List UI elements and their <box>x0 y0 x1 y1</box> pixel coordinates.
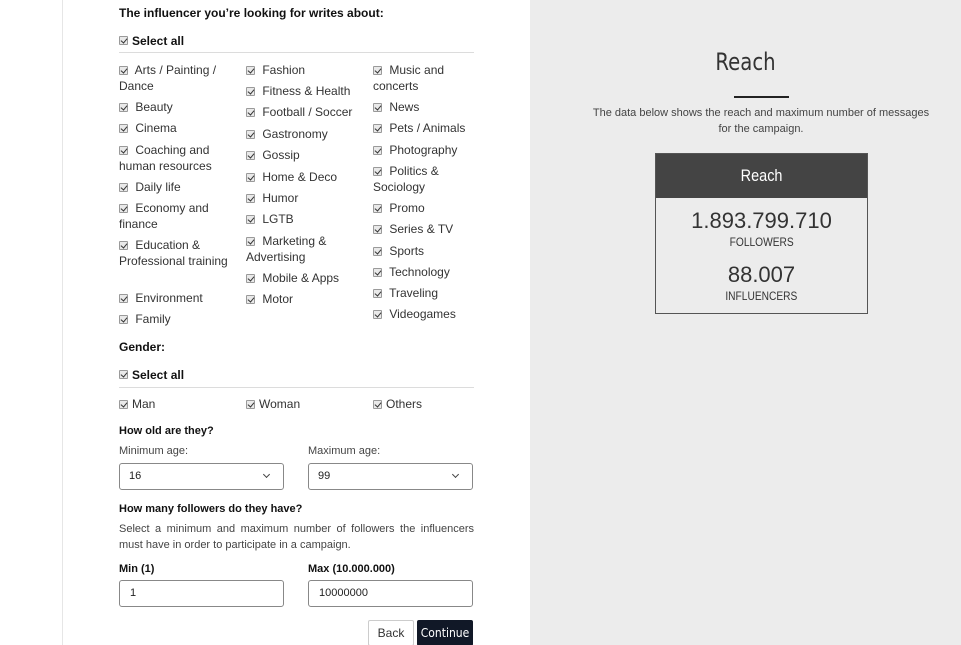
followers-count: 1.893.799.710 <box>691 208 832 233</box>
category-coaching[interactable]: Coaching and human resources <box>119 143 212 173</box>
panel-divider <box>62 0 63 645</box>
reach-title: Reach <box>715 48 776 76</box>
checkbox-checked-icon[interactable] <box>246 215 255 224</box>
followers-title: How many followers do they have? <box>119 503 303 515</box>
category-gossip[interactable]: Gossip <box>246 147 361 163</box>
checkbox-checked-icon[interactable] <box>246 400 255 409</box>
checkbox-checked-icon[interactable] <box>119 124 128 133</box>
checkbox-checked-icon[interactable] <box>246 130 255 139</box>
max-age-select[interactable]: 99 <box>308 463 473 490</box>
checkbox-checked-icon[interactable] <box>373 268 382 277</box>
gender-select-all[interactable]: Select all <box>119 367 184 383</box>
checkbox-checked-icon[interactable] <box>119 315 128 324</box>
checkbox-checked-icon[interactable] <box>246 274 255 283</box>
checkbox-checked-icon[interactable] <box>246 151 255 160</box>
category-environment[interactable]: Environment <box>119 290 234 306</box>
checkbox-checked-icon[interactable] <box>119 146 128 155</box>
category-marketing[interactable]: Marketing & Advertising <box>246 234 327 264</box>
influencers-count: 88.007 <box>727 262 796 287</box>
category-technology[interactable]: Technology <box>373 264 488 280</box>
min-age-select[interactable]: 16 <box>119 463 284 490</box>
category-news[interactable]: News <box>373 99 488 115</box>
chevron-down-icon <box>263 471 270 478</box>
back-button[interactable]: Back <box>368 620 414 645</box>
checkbox-checked-icon[interactable] <box>373 310 382 319</box>
checkbox-checked-icon[interactable] <box>246 173 255 182</box>
checkbox-checked-icon[interactable] <box>119 204 128 213</box>
checkbox-checked-icon[interactable] <box>119 36 128 45</box>
category-humor[interactable]: Humor <box>246 190 361 206</box>
category-music[interactable]: Music and concerts <box>373 63 445 93</box>
checkbox-checked-icon[interactable] <box>246 66 255 75</box>
checkbox-checked-icon[interactable] <box>119 183 128 192</box>
category-education[interactable]: Education & Professional training <box>119 238 228 268</box>
topics-select-all[interactable]: Select all <box>119 33 184 49</box>
gender-others[interactable]: Others <box>373 396 488 412</box>
gender-man[interactable]: Man <box>119 396 234 412</box>
checkbox-checked-icon[interactable] <box>119 103 128 112</box>
category-series-tv[interactable]: Series & TV <box>373 221 488 237</box>
min-followers-label: Min (1) <box>119 563 155 575</box>
category-beauty[interactable]: Beauty <box>119 99 234 115</box>
reach-description: The data below shows the reach and maximum number of messages for the campaign. <box>592 107 930 135</box>
category-fashion[interactable]: Fashion <box>246 62 361 78</box>
divider <box>119 52 474 53</box>
max-followers-input[interactable]: 10000000 <box>308 580 473 607</box>
checkbox-checked-icon[interactable] <box>119 294 128 303</box>
gender-woman[interactable]: Woman <box>246 396 361 412</box>
reach-card <box>655 153 868 314</box>
min-followers-input[interactable]: 1 <box>119 580 284 607</box>
category-politics[interactable]: Politics & Sociology <box>373 164 439 194</box>
category-videogames[interactable]: Videogames <box>373 306 488 322</box>
checkbox-checked-icon[interactable] <box>373 247 382 256</box>
category-traveling[interactable]: Traveling <box>373 285 488 301</box>
category-daily-life[interactable]: Daily life <box>119 179 234 195</box>
category-football[interactable]: Football / Soccer <box>246 104 361 120</box>
checkbox-checked-icon[interactable] <box>246 87 255 96</box>
checkbox-checked-icon[interactable] <box>373 66 382 75</box>
category-motor[interactable]: Motor <box>246 291 361 307</box>
category-lgtb[interactable]: LGTB <box>246 211 361 227</box>
checkbox-checked-icon[interactable] <box>119 400 128 409</box>
divider <box>119 387 474 388</box>
checkbox-checked-icon[interactable] <box>246 237 255 246</box>
checkbox-checked-icon[interactable] <box>119 241 128 250</box>
checkbox-checked-icon[interactable] <box>373 204 382 213</box>
gender-title: Gender: <box>119 340 166 354</box>
checkbox-checked-icon[interactable] <box>373 146 382 155</box>
max-followers-label: Max (10.000.000) <box>308 563 395 575</box>
category-gastronomy[interactable]: Gastronomy <box>246 126 361 142</box>
category-economy[interactable]: Economy and finance <box>119 201 209 231</box>
followers-label: FOLLOWERS <box>729 235 794 249</box>
min-age-label: Minimum age: <box>119 445 189 457</box>
checkbox-checked-icon[interactable] <box>119 66 128 75</box>
category-photography[interactable]: Photography <box>373 142 488 158</box>
influencers-label: INFLUENCERS <box>725 289 798 303</box>
checkbox-checked-icon[interactable] <box>246 295 255 304</box>
max-age-label: Maximum age: <box>308 445 381 457</box>
checkbox-checked-icon[interactable] <box>373 289 382 298</box>
age-title: How old are they? <box>119 425 214 437</box>
category-mobile-apps[interactable]: Mobile & Apps <box>246 270 361 286</box>
category-home-deco[interactable]: Home & Deco <box>246 169 361 185</box>
category-family[interactable]: Family <box>119 311 234 327</box>
category-arts[interactable]: Arts / Painting / Dance <box>119 63 217 93</box>
checkbox-checked-icon[interactable] <box>373 400 382 409</box>
category-pets[interactable]: Pets / Animals <box>373 120 488 136</box>
title-underline <box>734 96 789 98</box>
category-cinema[interactable]: Cinema <box>119 120 234 136</box>
reach-card-header: Reach <box>656 154 867 198</box>
checkbox-checked-icon[interactable] <box>373 103 382 112</box>
checkbox-checked-icon[interactable] <box>373 167 382 176</box>
checkbox-checked-icon[interactable] <box>246 194 255 203</box>
checkbox-checked-icon[interactable] <box>119 370 128 379</box>
continue-button[interactable]: Continue <box>417 620 473 645</box>
followers-description: Select a minimum and maximum number of followers the influencers must have in order to participate in a campaign. <box>119 523 474 551</box>
category-sports[interactable]: Sports <box>373 243 488 259</box>
category-fitness[interactable]: Fitness & Health <box>246 83 361 99</box>
chevron-down-icon <box>452 471 459 478</box>
checkbox-checked-icon[interactable] <box>246 108 255 117</box>
checkbox-checked-icon[interactable] <box>373 124 382 133</box>
category-promo[interactable]: Promo <box>373 200 488 216</box>
topics-title: The influencer you’re looking for writes about: <box>119 6 384 20</box>
checkbox-checked-icon[interactable] <box>373 225 382 234</box>
